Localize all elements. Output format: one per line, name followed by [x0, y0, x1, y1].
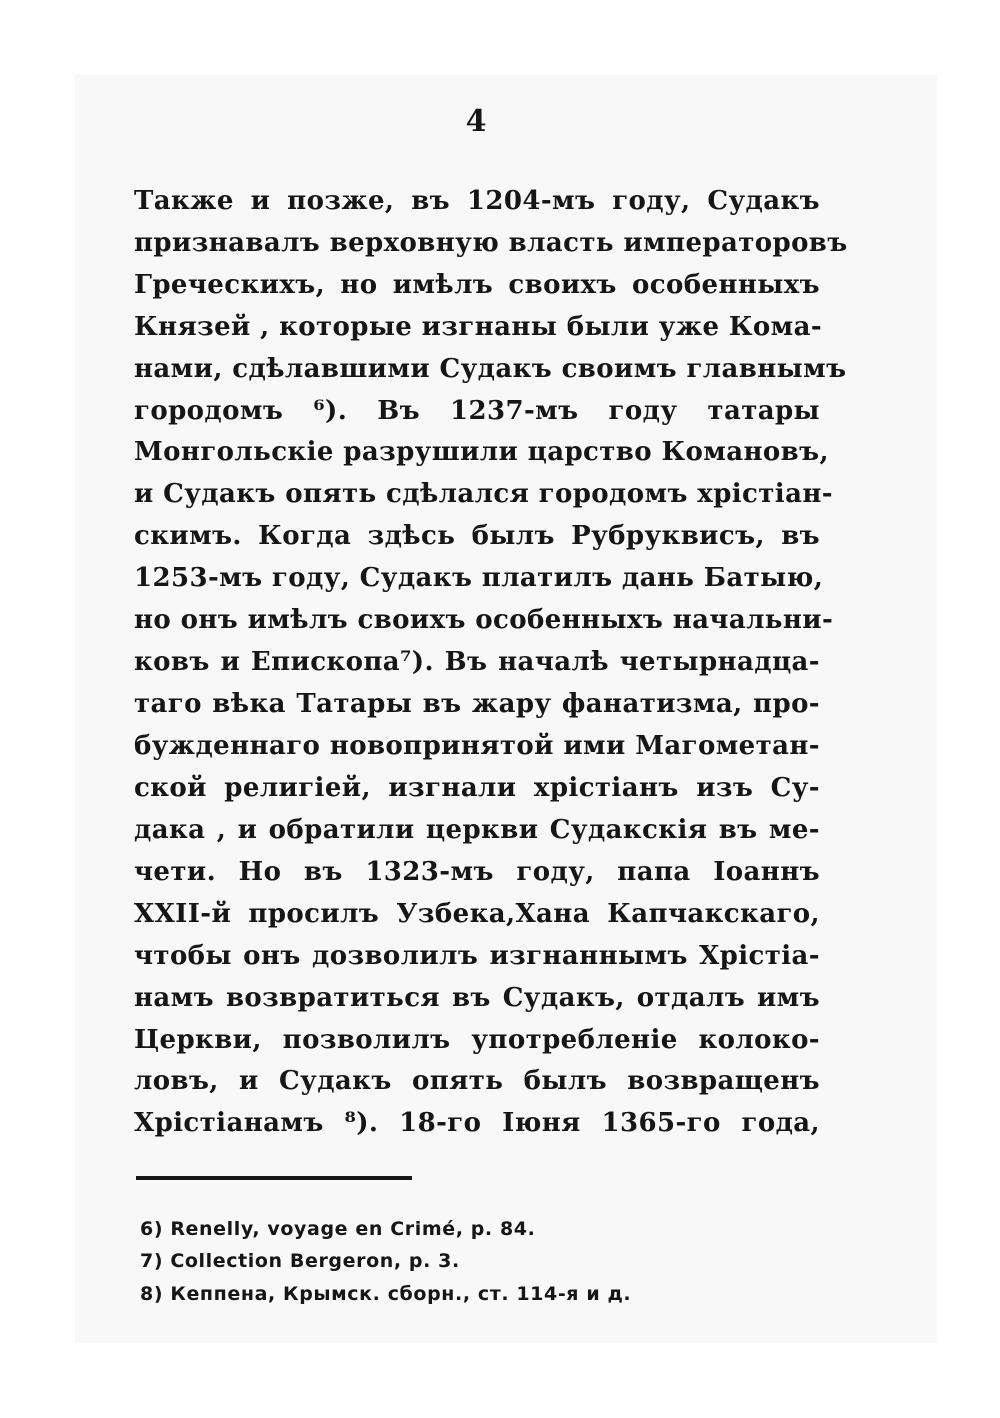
- footnote-rule: [136, 1176, 412, 1180]
- text-line: но онъ имѣлъ своихъ особенныхъ начальни-: [134, 605, 834, 635]
- page-number: 4: [465, 104, 487, 139]
- text-line: признавалъ верховную власть императоровъ: [134, 228, 848, 258]
- text-line: чети. Но въ 1323-мъ году, папа Іоаннъ: [134, 857, 820, 887]
- text-line: ловъ, и Судакъ опять былъ возвращенъ: [134, 1066, 820, 1096]
- footnote-6: 6) Renelly, voyage en Crimé, p. 84.: [140, 1218, 536, 1240]
- text-line: Хрістіанамъ ⁸). 18-го Іюня 1365-го года,: [134, 1108, 820, 1138]
- text-line: бужденнаго новопринятой ими Магометан-: [134, 731, 820, 761]
- text-line: Греческихъ, но имѣлъ своихъ особенныхъ: [134, 270, 820, 300]
- text-line: таго вѣка Татары въ жару фанатизма, про-: [134, 689, 820, 719]
- text-line: Также и позже, въ 1204-мъ году, Судакъ: [134, 186, 820, 216]
- text-line: Церкви, позволилъ употребленіе колоко-: [134, 1025, 820, 1055]
- text-line: нами, сдѣлавшими Судакъ своимъ главнымъ: [134, 354, 847, 384]
- footnote-7: 7) Collection Bergeron, p. 3.: [140, 1250, 460, 1272]
- text-line: и Судакъ опять сдѣлался городомъ хрістіан-: [134, 479, 833, 509]
- text-line: намъ возвратиться въ Судакъ, отдалъ имъ: [134, 983, 820, 1013]
- footnote-8: 8) Кеппена, Крымск. сборн., ст. 114-я и д.: [140, 1283, 632, 1305]
- text-line: дака , и обратили церкви Судакскія въ ме-: [134, 815, 820, 845]
- text-line: городомъ ⁶). Въ 1237-мъ году татары: [134, 396, 820, 426]
- text-line: XXII-й просилъ Узбека,Хана Капчакскаго,: [134, 899, 820, 929]
- text-line: чтобы онъ дозволилъ изгнаннымъ Хрістіа-: [134, 941, 820, 971]
- text-line: Князей , которые изгнаны были уже Кома-: [134, 312, 823, 342]
- text-line: 1253-мъ году, Судакъ платилъ дань Батыю,: [134, 563, 824, 593]
- text-line: Монгольскіе разрушили царство Комановъ,: [134, 437, 829, 467]
- text-line: ковъ и Епископа⁷). Въ началѣ четырнадца-: [134, 647, 820, 677]
- text-line: ской религіей, изгнали хрістіанъ изъ Су-: [134, 773, 820, 803]
- text-line: скимъ. Когда здѣсь былъ Рубруквисъ, въ: [134, 521, 820, 551]
